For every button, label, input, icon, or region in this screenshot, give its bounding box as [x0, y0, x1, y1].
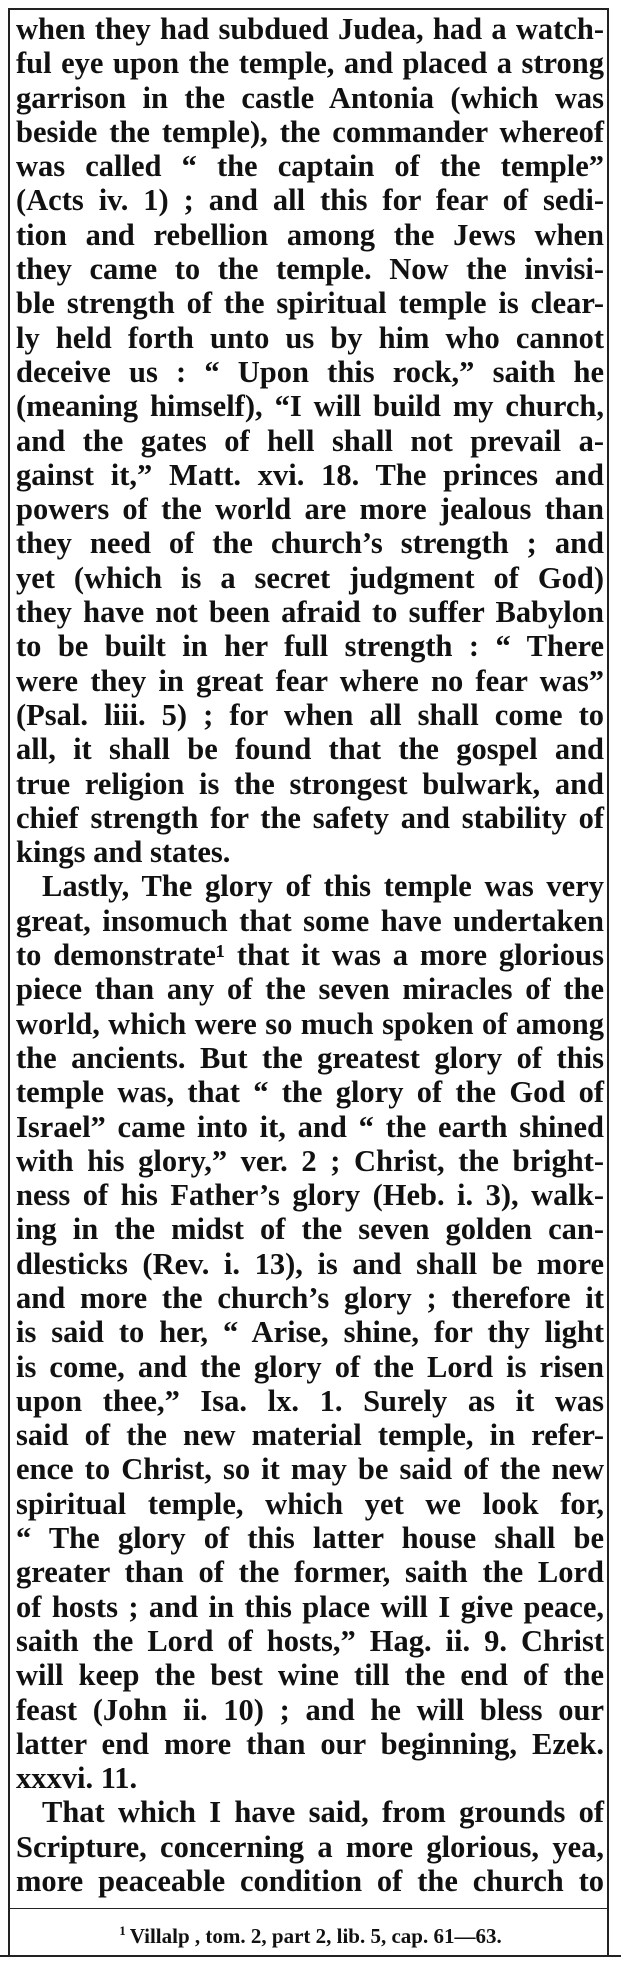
text-line: (Psal. liii. 5) ; for when all shall come to: [16, 697, 604, 732]
text-line: deceive us : “ Upon this rock,” saith he: [16, 354, 604, 389]
text-line: temple was, that “ the glory of the God of: [16, 1075, 604, 1110]
text-line: feast (John ii. 10) ; and he will bless our: [16, 1692, 604, 1727]
text-line: (Acts iv. 1) ; and all this for fear of sedi-: [16, 183, 604, 218]
right-rule: [607, 8, 609, 1957]
paragraph-start-line: Lastly, The glory of this temple was very: [42, 869, 604, 904]
text-line: is come, and the glory of the Lord is risen: [16, 1349, 604, 1384]
text-line: greater than of the former, saith the Lord: [16, 1555, 604, 1590]
text-line: ly held forth unto us by him who cannot: [16, 320, 604, 355]
footnote-rule: [8, 1908, 609, 1909]
text-line: said of the new material temple, in refer-: [16, 1418, 604, 1453]
text-line: chief strength for the safety and stability of: [16, 800, 604, 835]
text-line: ence to Christ, so it may be said of the new: [16, 1452, 604, 1487]
text-line: great, insomuch that some have undertaken: [16, 903, 604, 938]
body-text: [16, 12, 604, 1898]
text-line: the ancients. But the greatest glory of this: [16, 1040, 604, 1075]
text-line: and more the church’s glory ; therefore it: [16, 1280, 604, 1315]
text-line: they have not been afraid to suffer Babylon: [16, 595, 604, 630]
top-rule: [8, 8, 609, 10]
text-line: with his glory,” ver. 2 ; Christ, the bright-: [16, 1143, 604, 1178]
text-line: ful eye upon the temple, and placed a strong: [16, 46, 604, 81]
paragraph-end-line: kings and states.: [16, 835, 231, 870]
text-line: tion and rebellion among the Jews when: [16, 217, 604, 252]
text-line: ble strength of the spiritual temple is clear-: [16, 286, 604, 321]
text-line: were they in great fear where no fear was”: [16, 663, 604, 698]
text-line: spiritual temple, which yet we look for,: [16, 1486, 604, 1521]
text-line: gainst it,” Matt. xvi. 18. The princes and: [16, 457, 604, 492]
text-line: dlesticks (Rev. i. 13), is and shall be more: [16, 1246, 604, 1281]
text-line: latter end more than our beginning, Ezek.: [16, 1726, 604, 1761]
text-line: to demonstrate¹ that it was a more glorious: [16, 938, 604, 973]
text-line: saith the Lord of hosts,” Hag. ii. 9. Christ: [16, 1623, 604, 1658]
text-line: and the gates of hell shall not prevail a-: [16, 423, 604, 458]
paragraph-end-line: xxxvi. 11.: [16, 1761, 138, 1796]
text-line: was called “ the captain of the temple”: [16, 149, 604, 184]
text-line: upon thee,” Isa. lx. 1. Surely as it was: [16, 1383, 604, 1418]
text-line: true religion is the strongest bulwark, and: [16, 766, 604, 801]
text-line: powers of the world are more jealous than: [16, 492, 604, 527]
text-line: Israel” came into it, and “ the earth shined: [16, 1109, 604, 1144]
text-line: garrison in the castle Antonia (which was: [16, 80, 604, 115]
footnote: [0, 1918, 621, 1949]
text-line: (meaning himself), “I will build my church,: [16, 389, 604, 424]
text-line: when they had subdued Judea, had a watch-: [16, 12, 604, 46]
text-line: ness of his Father’s glory (Heb. i. 3), walk-: [16, 1178, 604, 1213]
text-line: all, it shall be found that the gospel and: [16, 732, 604, 767]
text-line: more peaceable condition of the church to: [16, 1864, 604, 1899]
text-line: to be built in her full strength : “ There: [16, 629, 604, 664]
text-line: “ The glory of this latter house shall be: [16, 1521, 604, 1556]
text-line: ing in the midst of the seven golden can-: [16, 1212, 604, 1247]
left-rule: [8, 8, 10, 1957]
footnote-marker: 1: [119, 1923, 126, 1938]
text-line: is said to her, “ Arise, shine, for thy light: [16, 1315, 604, 1350]
text-line: of hosts ; and in this place will I give peace,: [16, 1589, 604, 1624]
text-line: beside the temple), the commander whereof: [16, 114, 604, 149]
paragraph-start-line: That which I have said, from grounds of: [42, 1795, 604, 1830]
text-line: piece than any of the seven miracles of the: [16, 972, 604, 1007]
text-line: world, which were so much spoken of among: [16, 1006, 604, 1041]
text-line: they came to the temple. Now the invisi-: [16, 252, 604, 287]
footnote-text: Villalp , tom. 2, part 2, lib. 5, cap. 61—63.: [129, 1924, 502, 1948]
text-line: Scripture, concerning a more glorious, yea,: [16, 1829, 604, 1864]
text-line: yet (which is a secret judgment of God): [16, 560, 604, 595]
text-line: they need of the church’s strength ; and: [16, 526, 604, 561]
bottom-rule: [0, 1955, 621, 1957]
text-line: will keep the best wine till the end of the: [16, 1658, 604, 1693]
